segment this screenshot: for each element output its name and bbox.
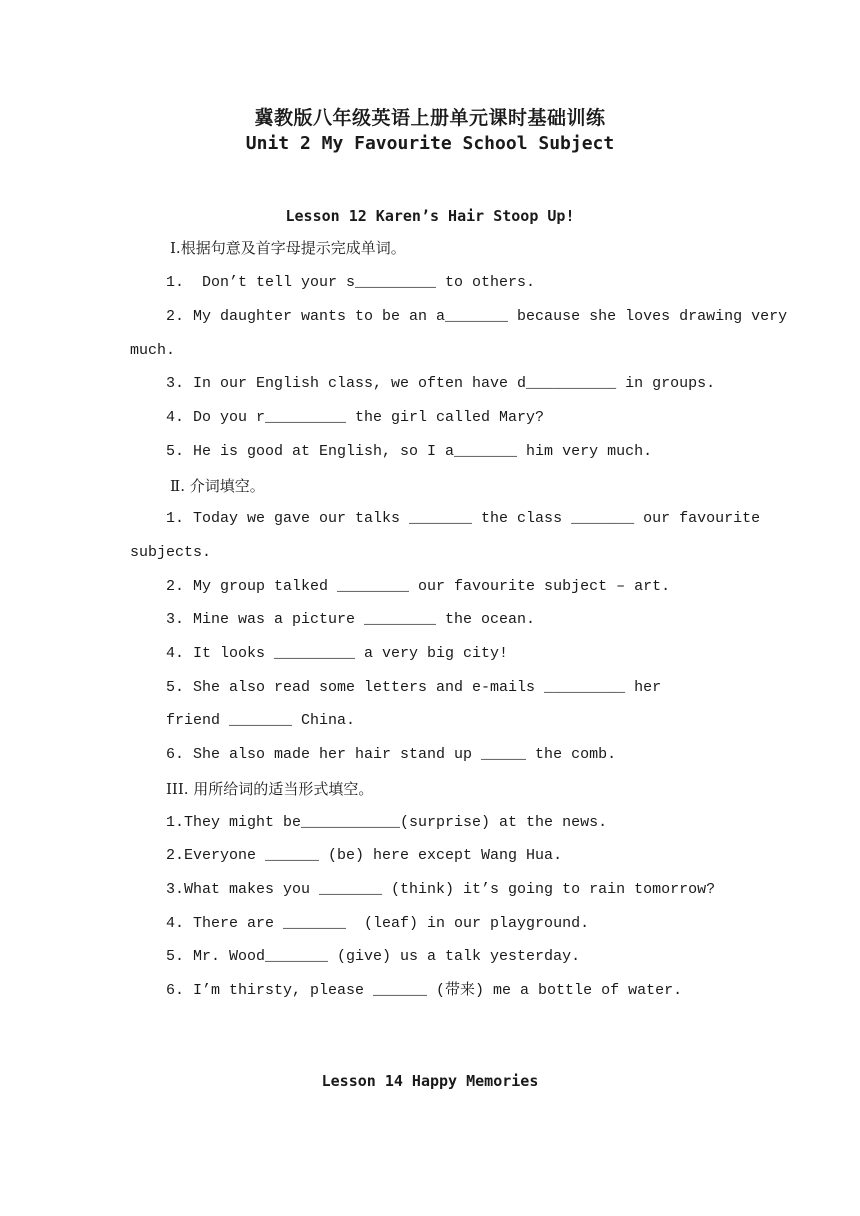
section-3-heading: III. 用所给词的适当形式填空。 [166,780,374,798]
lesson-12-title: Lesson 12 Karen’s Hair Stoop Up! [285,207,575,225]
exercise-2-question-2: 2. My group talked ________ our favourite subject – art. [166,578,671,595]
exercise-1-question-3: 3. In our English class, we often have d__________ in groups. [166,375,716,392]
document-title-chinese: 冀教版八年级英语上册单元课时基础训练 [254,107,606,129]
exercise-3-question-1: 1.They might be___________(surprise) at the news. [166,814,608,831]
exercise-2-question-1: 1. Today we gave our talks _______ the class _______ our favourite [166,510,761,527]
exercise-2-question-4: 4. It looks _________ a very big city! [166,645,509,662]
exercise-3-question-3: 3.What makes you _______ (think) it’s going to rain tomorrow? [166,881,716,898]
exercise-2-question-5-continued: friend _______ China. [166,712,356,729]
section-1-heading: Ⅰ.根据句意及首字母提示完成单词。 [170,239,406,257]
exercise-3-question-5: 5. Mr. Wood_______ (give) us a talk yesterday. [166,948,581,965]
exercise-2-question-1-continued: subjects. [130,544,212,561]
exercise-3-question-6: 6. I’m thirsty, please ______ (带来) me a bottle of water. [166,982,683,999]
exercise-2-question-3: 3. Mine was a picture ________ the ocean. [166,611,536,628]
exercise-3-question-2: 2.Everyone ______ (be) here except Wang Hua. [166,847,563,864]
exercise-1-question-2: 2. My daughter wants to be an a_______ because she loves drawing very [166,308,788,325]
exercise-1-question-4: 4. Do you r_________ the girl called Mary? [166,409,545,426]
lesson-14-title: Lesson 14 Happy Memories [321,1072,539,1090]
exercise-1-question-1: 1. Don’t tell your s_________ to others. [166,274,536,291]
unit-title: Unit 2 My Favourite School Subject [245,133,615,154]
exercise-1-question-2-continued: much. [130,342,176,359]
exercise-1-question-5: 5. He is good at English, so I a_______ him very much. [166,443,653,460]
section-2-heading: Ⅱ. 介词填空。 [170,477,265,495]
exercise-2-question-5: 5. She also read some letters and e-mails _________ her [166,679,662,696]
exercise-3-question-4: 4. There are _______ (leaf) in our playground. [166,915,590,932]
exercise-2-question-6: 6. She also made her hair stand up _____ the comb. [166,746,617,763]
